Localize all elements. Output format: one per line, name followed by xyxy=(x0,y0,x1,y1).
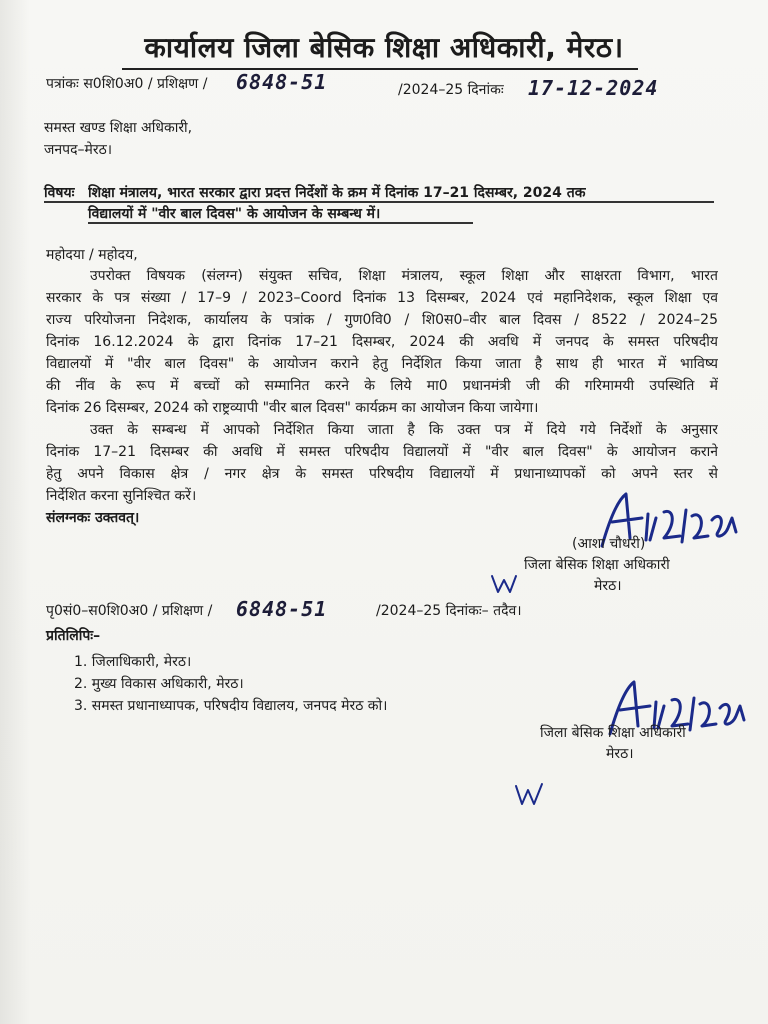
salutation: महोदया / महोदय, xyxy=(46,247,138,263)
endorsement-suffix: /2024–25 दिनांकः– तदैव। xyxy=(376,603,522,619)
enclosure-note: संलग्नकः उक्तवत्। xyxy=(46,510,140,526)
paragraph-1-line-2: सरकार के पत्र संख्या / 17–9 / 2023–Coord दिनांक 13 दिसम्बर, 2024 एवं महानिदेशक, स्कूल शिक्षा एव xyxy=(46,290,718,306)
initial-mark-2 xyxy=(512,780,544,808)
subject-label: विषयः xyxy=(44,185,75,201)
paragraph-2-line-3: हेतु अपने विकास क्षेत्र / नगर क्षेत्र के समस्त परिषदीय विद्यालयों में प्रधानाध्यापकों को अपने स्तर से xyxy=(46,466,718,482)
reference-year: /2024–25 दिनांकः xyxy=(398,82,504,98)
subject-underline-2 xyxy=(88,222,473,224)
paragraph-1-line-3: राज्य परियोजना निदेशक, कार्यालय के पत्रांक / गुण0वि0 / शि0स0–वीर बाल दिवस / 8522 / 2024–25 xyxy=(46,312,718,328)
reference-date: 17-12-2024 xyxy=(528,76,659,100)
paragraph-1-line-4: दिनांक 16.12.2024 के द्वारा दिनांक 17–21 दिसम्बर, 2024 की अवधि में जनपद के समस्त परिषदीय xyxy=(46,334,718,350)
subject-line-1: शिक्षा मंत्रालय, भारत सरकार द्वारा प्रदत्त निर्देशों के क्रम में दिनांक 17–21 दिसम्बर, 2024 तक xyxy=(88,185,586,201)
paragraph-2-line-4: निर्देशित करना सुनिश्चित करें। xyxy=(46,488,197,504)
signatory-place: मेरठ। xyxy=(594,578,622,594)
signatory-name: (आशा चौधरी) xyxy=(572,536,646,552)
copy-item-1: 1. जिलाधिकारी, मेरठ। xyxy=(74,654,192,670)
paragraph-1-line-5: विद्यालयों में "वीर बाल दिवस" के आयोजन कराने हेतु निर्देशित किया जाता है साथ ही भारत में भाविष्य xyxy=(46,356,718,372)
signatory-2-place: मेरठ। xyxy=(606,746,634,762)
endorsement-prefix: पृ0सं0–स0शि0अ0 / प्रशिक्षण / xyxy=(46,603,213,619)
reference-prefix: पत्रांकः स0शि0अ0 / प्रशिक्षण / xyxy=(46,76,208,92)
paragraph-2-line-2: दिनांक 17–21 दिसम्बर की अवधि में समस्त परिषदीय विद्यालयों में "वीर बाल दिवस" के आयोजन कराने xyxy=(46,444,718,460)
paragraph-1-line-6: की नींव के रूप में बच्चों को सम्मानित करने के लिये मा0 प्रधानमंत्री जी की गरिमामयी उपस्थिति में xyxy=(46,378,718,394)
subject-underline-1 xyxy=(44,201,714,203)
signatory-designation: जिला बेसिक शिक्षा अधिकारी xyxy=(524,557,670,573)
paragraph-2-line-1: उक्त के सम्बन्ध में आपको निर्देशित किया जाता है कि उक्त पत्र में दिये गये निर्देशों के अनुसार xyxy=(90,422,718,438)
subject-line-2: विद्यालयों में "वीर बाल दिवस" के आयोजन के सम्बन्ध में। xyxy=(88,206,381,222)
paragraph-1-line-1: उपरोक्त विषयक (संलग्न) संयुक्त सचिव, शिक्षा मंत्रालय, स्कूल शिक्षा और साक्षरता विभाग, भारत xyxy=(90,268,718,284)
title-underline xyxy=(122,68,638,70)
signatory-2-designation: जिला बेसिक शिक्षा अधिकारी xyxy=(540,725,686,741)
reference-number: 6848-51 xyxy=(236,70,328,94)
endorsement-number: 6848-51 xyxy=(236,597,328,621)
addressee-line-1: समस्त खण्ड शिक्षा अधिकारी, xyxy=(44,120,193,136)
office-title: कार्यालय जिला बेसिक शिक्षा अधिकारी, मेरठ। xyxy=(144,31,624,64)
copy-item-3: 3. समस्त प्रधानाध्यापक, परिषदीय विद्यालय, जनपद मेरठ को। xyxy=(74,698,388,714)
initial-mark-1 xyxy=(488,572,518,596)
paragraph-1-line-7: दिनांक 26 दिसम्बर, 2024 को राष्ट्रव्यापी "वीर बाल दिवस" कार्यक्रम का आयोजन किया जायेगा। xyxy=(46,400,539,416)
copy-item-2: 2. मुख्य विकास अधिकारी, मेरठ। xyxy=(74,676,244,692)
addressee-line-2: जनपद–मेरठ। xyxy=(44,142,113,158)
page-edge-shadow xyxy=(0,0,30,1024)
copy-label: प्रतिलिपिः– xyxy=(46,628,101,644)
